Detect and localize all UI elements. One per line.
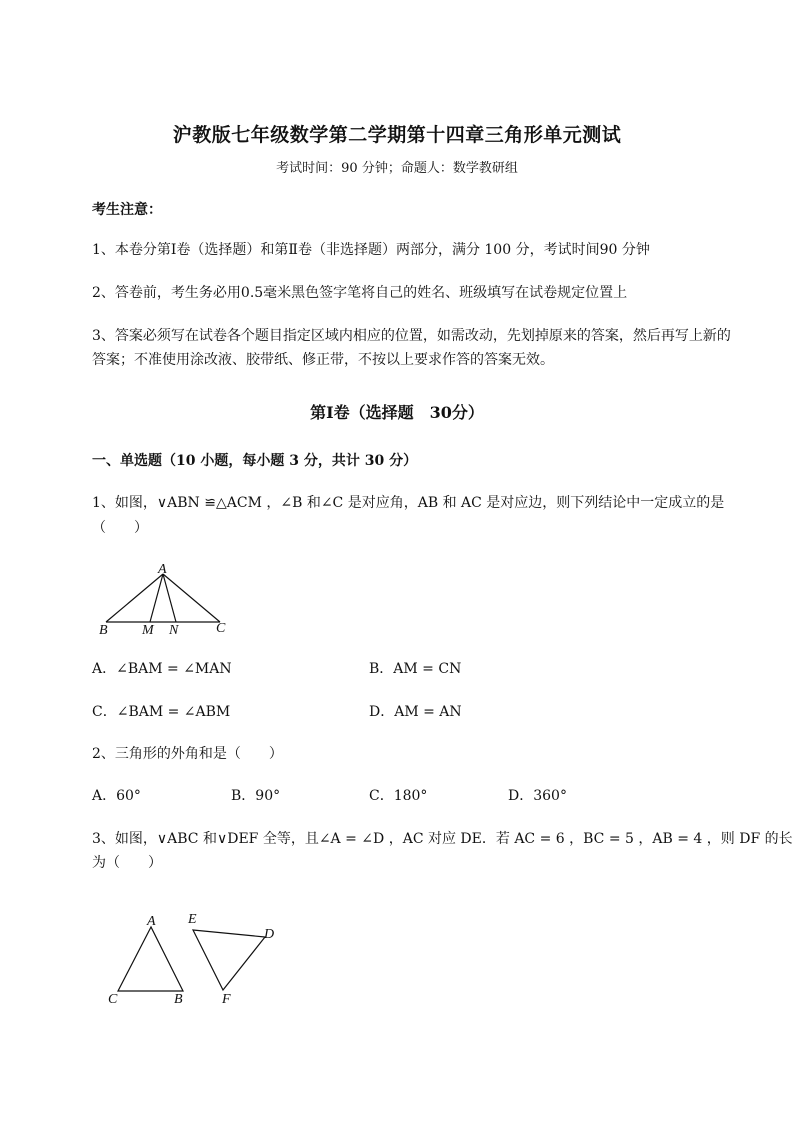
segment-ac [163,574,220,622]
label-m: M [142,623,154,638]
question-1-option-a[interactable]: A．∠BAM = ∠MAN [92,661,232,677]
question-2-option-b[interactable]: B．90° [231,788,281,804]
question-1-blank: （ ） [92,520,148,536]
label-f: F [222,992,231,1007]
segment-an [163,574,176,622]
label-e: E [188,912,197,927]
question-2-option-d[interactable]: D．360° [508,788,567,804]
label-c: C [216,621,226,636]
notice-item-2: 2、答卷前，考生务必用0.5毫米黑色签字笔将自己的姓名、班级填写在试卷规定位置上 [92,285,628,301]
section-title: 第Ⅰ卷（选择题 30分） [310,403,484,422]
notice-item-1: 1、本卷分第Ⅰ卷（选择题）和第Ⅱ卷（非选择题）两部分，满分 100 分，考试时间90 分钟 [92,242,650,258]
label-b: B [174,992,183,1007]
question-1-option-d[interactable]: D．AM = AN [369,704,462,720]
question-3-blank: 为（ ） [92,855,162,871]
label-c: C [108,992,118,1007]
question-1-option-b[interactable]: B．AM = CN [369,661,462,677]
question-2-option-a[interactable]: A．60° [92,788,141,804]
segment-ab [106,574,163,622]
label-d: D [264,927,275,942]
exam-title: 沪教版七年级数学第二学期第十四章三角形单元测试 [172,124,622,146]
question-2-text: 2、三角形的外角和是（ ） [92,746,283,762]
triangle-def [193,930,265,990]
notice-heading: 考生注意： [92,202,162,218]
question-1-figure [96,560,236,640]
question-3-text: 3、如图，∨ABC 和∨DEF 全等，且∠A = ∠D ，AC 对应 DE．若 AC = 6 ，BC = 5 ，AB = 4 ，则 DF 的长 [92,831,793,847]
label-a: A [147,914,156,929]
triangle-abc [118,927,183,991]
exam-subtitle: 考试时间：90 分钟；命题人：数学教研组 [276,161,518,176]
label-n: N [169,623,179,638]
question-2-option-c[interactable]: C．180° [369,788,428,804]
label-b: B [99,623,108,638]
question-1-text: 1、如图，∨ABN ≌△ACM ，∠B 和∠C 是对应角，AB 和 AC 是对应边，则下列结论中一定成立的是 [92,495,725,511]
part-heading: 一、单选题（10 小题，每小题 3 分，共计 30 分） [92,453,418,469]
question-3-figure [100,905,290,1010]
question-1-option-c[interactable]: C．∠BAM = ∠ABM [92,704,231,720]
label-a: A [158,562,167,577]
segment-am [150,574,163,622]
notice-item-3: 3、答案必须写在试卷各个题目指定区域内相应的位置，如需改动，先划掉原来的答案，然后再写上新的答案；不准使用涂改液、胶带纸、修正带，不按以上要求作答的答案无效。 [92,328,731,368]
